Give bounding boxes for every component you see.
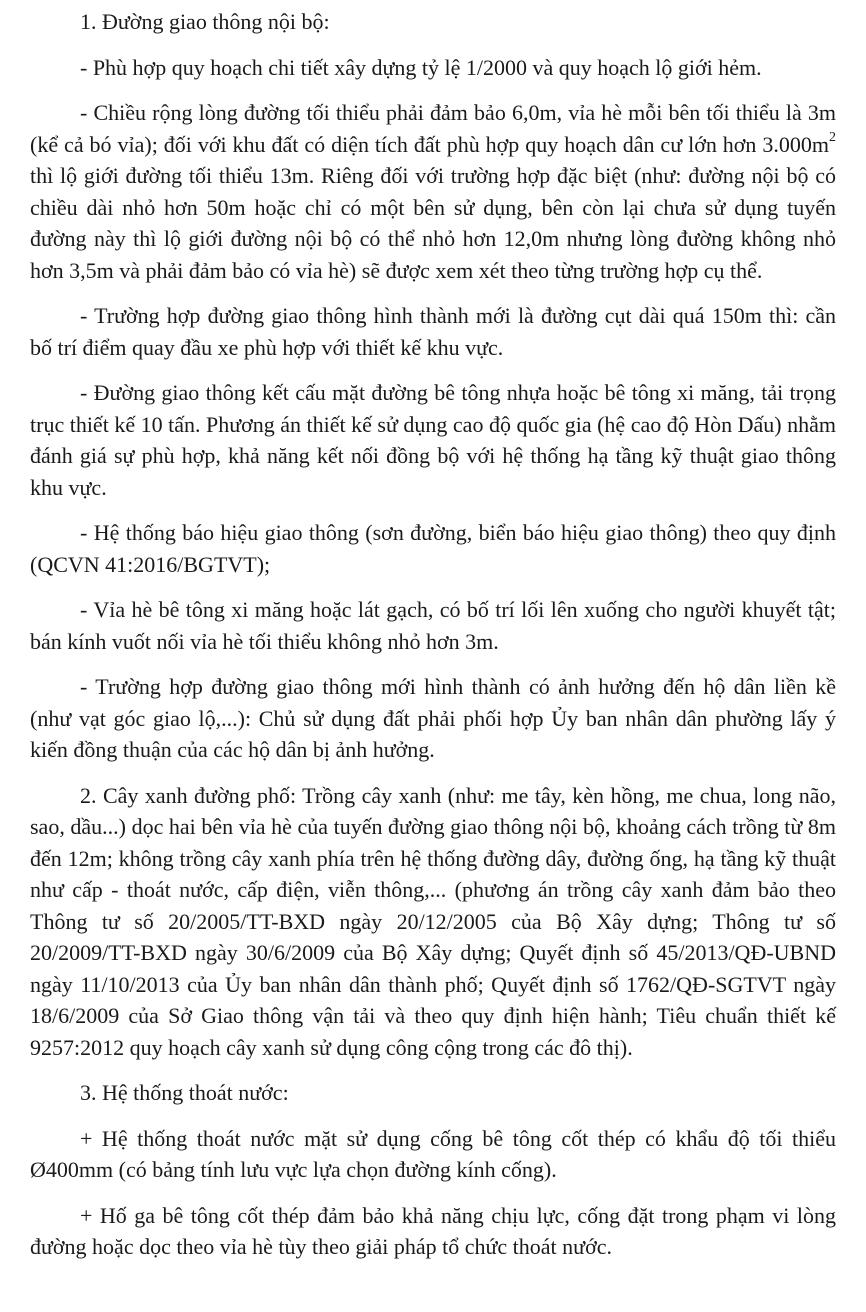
paragraph-planning-compliance: - Phù hợp quy hoạch chi tiết xây dựng tỷ lệ 1/2000 và quy hoạch lộ giới hẻm. bbox=[80, 54, 762, 80]
paragraph-drainage-pipes: + Hệ thống thoát nước mặt sử dụng cống bê tông cốt thép có khẩu độ tối thiểu Ø400mm (có bảng tính lưu vực lựa chọn đường kính cống). bbox=[30, 1125, 836, 1182]
paragraph-manholes: + Hố ga bê tông cốt thép đảm bảo khả năng chịu lực, cống đặt trong phạm vi lòng đường hoặc dọc theo vỉa hè tùy theo giải pháp tổ chức thoát nước. bbox=[30, 1202, 836, 1259]
paragraph-road-width-part1: - Chiều rộng lòng đường tối thiểu phải đảm bảo 6,0m, vỉa hè mỗi bên tối thiểu là 3m (kể cả bó vỉa); đối với khu đất có diện tích đất phù hợp quy hoạch dân cư lớn hơn 3.000m bbox=[30, 100, 836, 157]
paragraph-dead-end-road: - Trường hợp đường giao thông hình thành mới là đường cụt dài quá 150m thì: cần bố trí điểm quay đầu xe phù hợp với thiết kế khu vực. bbox=[30, 303, 836, 360]
paragraph-pavement-structure: - Đường giao thông kết cấu mặt đường bê tông nhựa hoặc bê tông xi măng, tải trọng trục thiết kế 10 tấn. Phương án thiết kế sử dụng cao độ quốc gia (hệ cao độ Hòn Dấu) nhằm đánh giá sự phù hợp, khả năng kết nối đồng bộ với hệ thống hạ tầng kỹ thuật giao thông khu vực. bbox=[30, 380, 836, 500]
paragraph-adjacent-households: - Trường hợp đường giao thông mới hình thành có ảnh hưởng đến hộ dân liền kề (như vạt góc giao lộ,...): Chủ sử dụng đất phải phối hợp Ủy ban nhân dân phường lấy ý kiến đồng thuận của các hộ dân bị ảnh hưởng. bbox=[30, 674, 836, 762]
section-heading-internal-roads: 1. Đường giao thông nội bộ: bbox=[80, 9, 330, 34]
paragraph-road-width bbox=[30, 97, 836, 286]
paragraph-traffic-signage: - Hệ thống báo hiệu giao thông (sơn đường, biển báo hiệu giao thông) theo quy định (QCVN 41:2016/BGTVT); bbox=[30, 520, 836, 577]
paragraph-street-trees: 2. Cây xanh đường phố: Trồng cây xanh (như: me tây, kèn hồng, me chua, long não, sao, dầu...) dọc hai bên vỉa hè của tuyến đường giao thông nội bộ, khoảng cách trồng từ 8m đến 12m; không trồng cây xanh phía trên hệ thống đường dây, đường ống, hạ tầng kỹ thuật như cấp - thoát nước, cấp điện, viễn thông,... (phương án trồng cây xanh đảm bảo theo Thông tư số 20/2005/TT-BXD ngày 20/12/2005 của Bộ Xây dựng; Thông tư số 20/2009/TT-BXD ngày 30/6/2009 của Bộ Xây dựng; Quyết định số 45/2013/QĐ-UBND ngày 11/10/2013 của Ủy ban nhân dân thành phố; Quyết định số 1762/QĐ-SGTVT ngày 18/6/2009 của Sở Giao thông vận tải và theo quy định hiện hành; Tiêu chuẩn thiết kế 9257:2012 quy hoạch cây xanh sử dụng công cộng trong các đô thị). bbox=[30, 782, 836, 1060]
paragraph-road-width-part2: thì lộ giới đường tối thiểu 13m. Riêng đối với trường hợp đặc biệt (như: đường nội bộ có chiều dài nhỏ hơn 50m hoặc chỉ có một bên sử dụng, bên còn lại chưa sử dụng tuyến đường này thì lộ giới đường nội bộ có thể nhỏ hơn 12,0m nhưng lòng đường không nhỏ hơn 3,5m và phải đảm bảo có vỉa hè) sẽ được xem xét theo từng trường hợp cụ thể. bbox=[30, 163, 836, 283]
superscript-2: 2 bbox=[829, 130, 836, 146]
paragraph-sidewalk: - Vỉa hè bê tông xi măng hoặc lát gạch, có bố trí lối lên xuống cho người khuyết tật; bán kính vuốt nối vỉa hè tối thiểu không nhỏ hơn 3m. bbox=[30, 597, 836, 654]
section-heading-drainage: 3. Hệ thống thoát nước: bbox=[80, 1080, 289, 1105]
